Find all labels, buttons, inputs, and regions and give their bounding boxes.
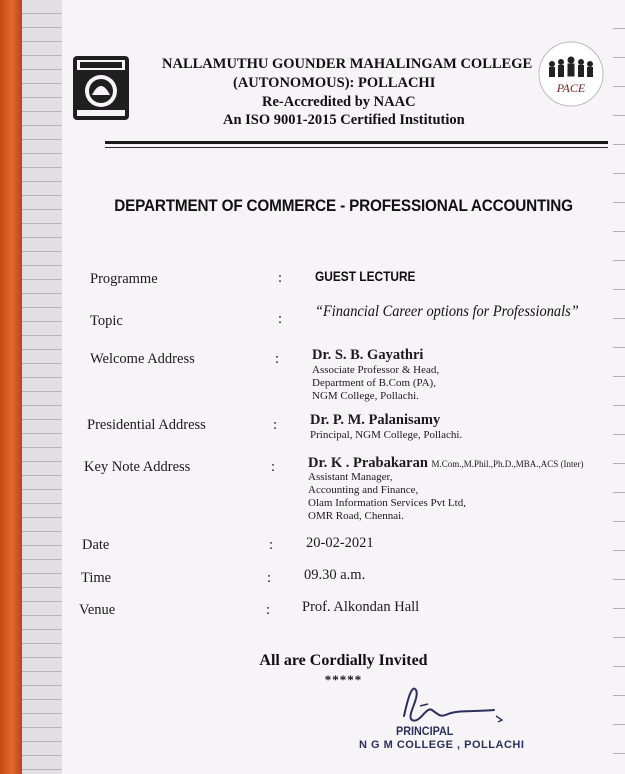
college-crest-logo [72,55,130,121]
keynote-label: Key Note Address [84,459,191,475]
presidential-line-1: Principal, NGM College, Pollachi. [310,429,463,441]
document-sheet [62,0,625,774]
date-colon: : [269,537,274,553]
pace-association-logo [532,40,610,108]
underlying-pages [22,0,63,774]
presidential-label: Presidential Address [87,417,206,433]
iso-certification-line: An ISO 9001-2015 Certified Institution [223,112,465,128]
college-name: NALLAMUTHU GOUNDER MAHALINGAM COLLEGE [162,56,533,72]
keynote-line-3: Olam Information Services Pvt Ltd, [308,497,466,509]
time-colon: : [267,570,272,586]
principal-stamp-title: PRINCIPAL [396,724,454,738]
welcome-colon: : [275,351,280,367]
accreditation-line: Re-Accredited by NAAC [262,94,416,110]
keynote-colon: : [271,459,276,475]
welcome-line-2: Department of B.Com (PA), [312,377,436,389]
date-value: 20-02-2021 [306,535,374,551]
presidential-speaker-name: Dr. P. M. Palanisamy [310,412,441,428]
time-label: Time [81,570,112,586]
pace-logo-text: PACE [556,81,586,95]
programme-colon: : [278,270,283,286]
keynote-speaker-name [308,455,584,472]
keynote-line-2: Accounting and Finance, [308,484,419,496]
programme-label: Programme [90,271,158,287]
time-value: 09.30 a.m. [304,567,366,583]
welcome-speaker-name: Dr. S. B. Gayathri [312,347,424,363]
invitation-stars: ***** [324,672,363,687]
topic-colon: : [278,311,283,327]
header-rule-thick [105,141,608,144]
college-subtitle: (AUTONOMOUS): POLLACHI [233,75,436,91]
department-title: DEPARTMENT OF COMMERCE - PROFESSIONAL ACCOUNTING [114,196,573,215]
principal-stamp-college: N G M COLLEGE , POLLACHI [359,739,525,751]
programme-value: GUEST LECTURE [315,268,416,284]
keynote-line-4: OMR Road, Chennai. [308,510,404,522]
presidential-colon: : [273,417,278,433]
venue-colon: : [266,602,271,618]
keynote-name-text: Dr. K . Prabakaran [308,455,428,471]
venue-label: Venue [79,602,116,618]
binder-edge [0,0,22,774]
keynote-qualifications: M.Com.,M.Phil.,Ph.D.,MBA.,ACS (Inter) [431,459,584,469]
invitation-line: All are Cordially Invited [259,652,428,669]
header-rule-thin [105,147,608,148]
welcome-line-3: NGM College, Pollachi. [312,390,419,402]
welcome-label: Welcome Address [90,351,195,367]
welcome-line-1: Associate Professor & Head, [312,364,440,376]
venue-value: Prof. Alkondan Hall [302,599,420,615]
date-label: Date [82,537,110,553]
keynote-line-1: Assistant Manager, [308,471,393,483]
topic-label: Topic [90,313,123,329]
topic-value: “Financial Career options for Professionals” [315,303,579,320]
